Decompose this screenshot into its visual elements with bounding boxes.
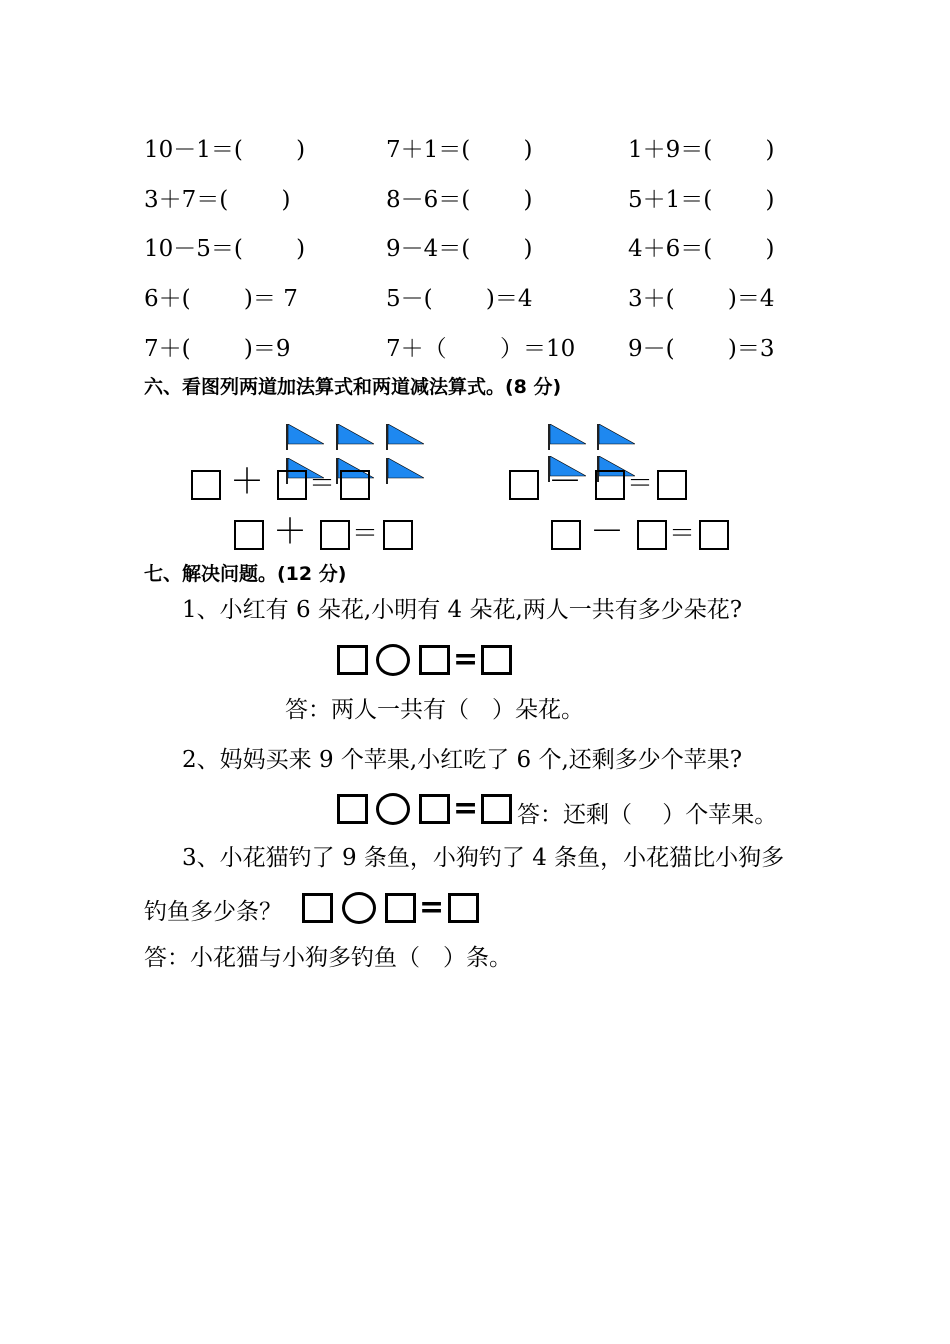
- answer-box[interactable]: [657, 470, 687, 500]
- problem-2-question: 2、妈妈买来 9 个苹果,小红吃了 6 个,还剩多少个苹果?: [182, 747, 743, 773]
- answer-box[interactable]: [234, 520, 264, 550]
- equals-sign: =: [419, 890, 445, 925]
- calc-item: 7＋( )＝9: [144, 336, 291, 362]
- operator-circle[interactable]: [376, 793, 410, 825]
- calc-item: 9－( )＝3: [628, 336, 775, 362]
- calc-item: 7＋1＝( ): [386, 137, 533, 163]
- flag-icon: [386, 424, 424, 450]
- answer-box[interactable]: [481, 645, 512, 675]
- calc-item: 7＋（ ）＝10: [386, 336, 576, 362]
- flag-icon: [548, 424, 586, 450]
- equals-sign: ＝: [669, 519, 696, 549]
- calc-item: 4＋6＝( ): [628, 236, 775, 262]
- answer-box[interactable]: [340, 470, 370, 500]
- minus-sign: －: [548, 462, 582, 502]
- answer-box[interactable]: [637, 520, 667, 550]
- minus-sign: －: [590, 512, 624, 552]
- calc-item: 10－5＝( ): [144, 236, 306, 262]
- problem-1-question: 1、小红有 6 朵花,小明有 4 朵花,两人一共有多少朵花?: [182, 597, 743, 623]
- operator-circle[interactable]: [342, 892, 376, 924]
- answer-box[interactable]: [320, 520, 350, 550]
- plus-sign: ＋: [273, 512, 307, 552]
- calc-item: 6＋( )＝ 7: [144, 286, 298, 312]
- answer-box[interactable]: [699, 520, 729, 550]
- problem-3-question: 3、小花猫钓了 9 条鱼，小狗钓了 4 条鱼，小花猫比小狗多: [182, 845, 785, 871]
- equals-sign: =: [453, 791, 479, 826]
- operator-circle[interactable]: [376, 644, 410, 676]
- flag-icon: [286, 424, 324, 450]
- calc-item: 3＋( )＝4: [628, 286, 775, 312]
- answer-box[interactable]: [337, 645, 368, 675]
- section7-heading: 七、解决问题。(12 分): [144, 563, 347, 585]
- equals-sign: ＝: [309, 469, 336, 499]
- answer-box[interactable]: [481, 794, 512, 824]
- flag-icon: [597, 424, 635, 450]
- answer-box[interactable]: [551, 520, 581, 550]
- answer-box[interactable]: [595, 470, 625, 500]
- answer-box[interactable]: [277, 470, 307, 500]
- problem-3-question-continued: 钓鱼多少条？: [144, 899, 282, 925]
- problem-2-answer: 答：还剩（ ）个苹果。: [517, 802, 778, 828]
- problem-3-answer: 答：小花猫与小狗多钓鱼（ ）条。: [144, 945, 512, 971]
- answer-box[interactable]: [385, 893, 416, 923]
- flag-icon: [386, 458, 424, 484]
- answer-box[interactable]: [419, 645, 450, 675]
- answer-box[interactable]: [337, 794, 368, 824]
- equals-sign: =: [453, 642, 479, 677]
- plus-sign: ＋: [230, 462, 264, 502]
- section6-heading: 六、看图列两道加法算式和两道减法算式。(8 分): [144, 376, 562, 398]
- equals-sign: ＝: [627, 469, 654, 499]
- answer-box[interactable]: [419, 794, 450, 824]
- answer-box[interactable]: [302, 893, 333, 923]
- calc-item: 3＋7＝( ): [144, 187, 291, 213]
- calc-item: 5＋1＝( ): [628, 187, 775, 213]
- answer-box[interactable]: [509, 470, 539, 500]
- equals-sign: ＝: [352, 519, 379, 549]
- calc-item: 10－1＝( ): [144, 137, 306, 163]
- flag-icon: [336, 424, 374, 450]
- answer-box[interactable]: [191, 470, 221, 500]
- calc-item: 9－4＝( ): [386, 236, 533, 262]
- problem-1-answer: 答：两人一共有（ ）朵花。: [285, 697, 584, 723]
- answer-box[interactable]: [448, 893, 479, 923]
- calc-item: 5－( )＝4: [386, 286, 533, 312]
- answer-box[interactable]: [383, 520, 413, 550]
- calc-item: 8－6＝( ): [386, 187, 533, 213]
- calc-item: 1＋9＝( ): [628, 137, 775, 163]
